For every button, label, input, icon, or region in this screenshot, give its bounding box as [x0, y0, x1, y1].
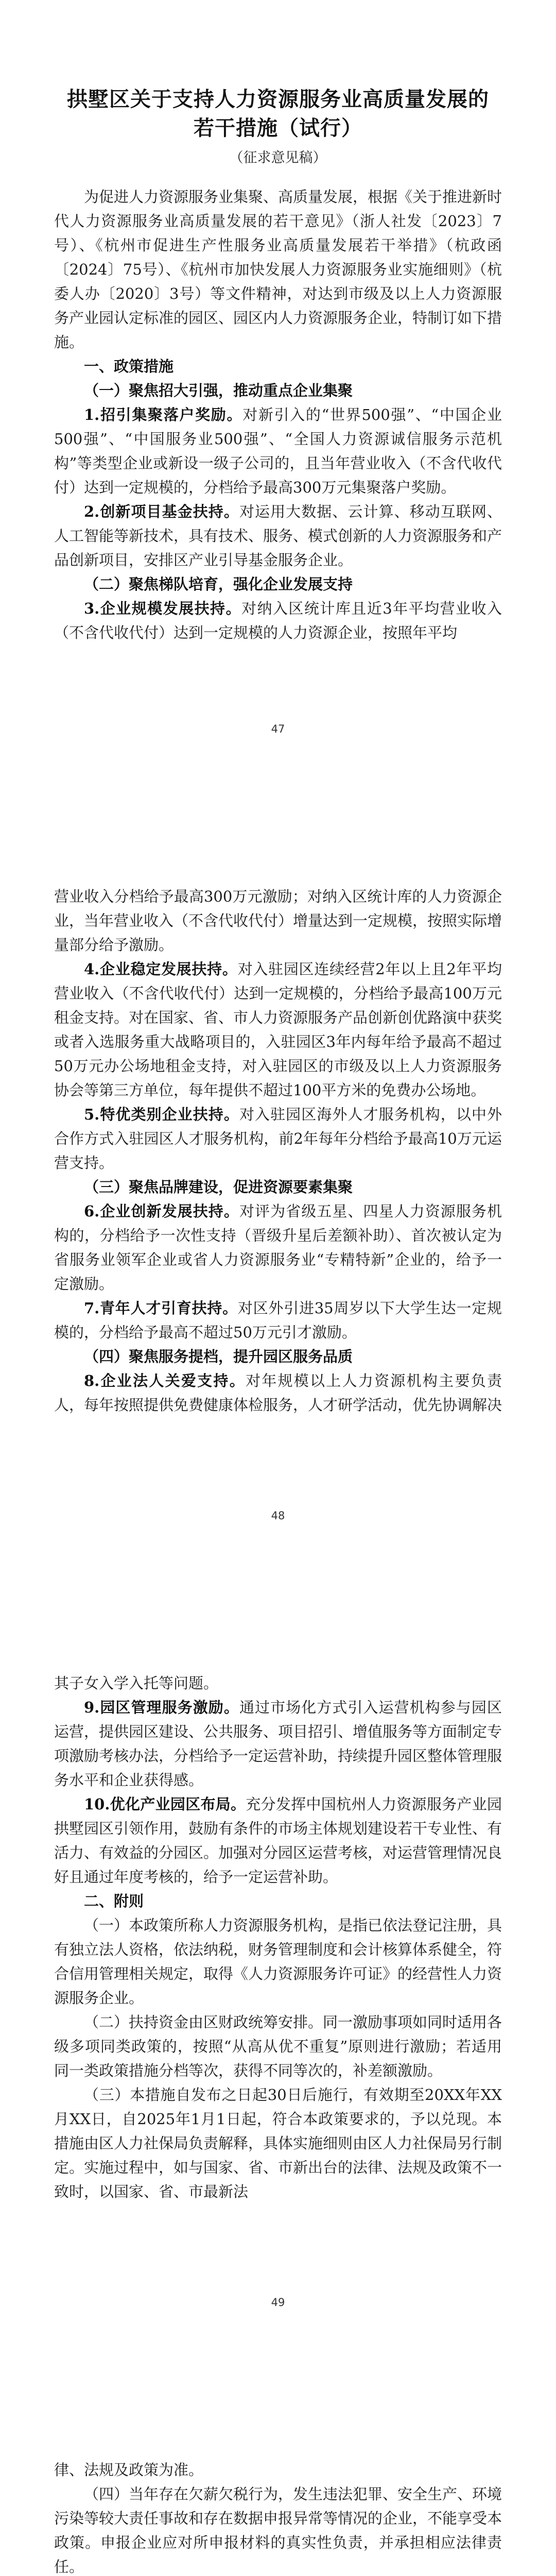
page-body — [54, 85, 502, 645]
policy-item-lead: 5.特优类别企业扶持。 — [84, 1106, 239, 1123]
intro-paragraph: 为促进人力资源服务业集聚、高质量发展，根据《关于推进新时代人力资源服务业高质量发展的若干意见》（浙人社发〔2023〕7号）、《杭州市促进生产性服务业高质量发展若干举措》（杭政函〔2024〕75号）、《杭州市加快发展人力资源服务业实施细则》（杭委人办〔2020〕3号）等文件精神，对达到市级及以上人力资源服务产业园认定标准的园区、园区内人力资源服务企业，特制订如下措施。 — [54, 188, 502, 351]
policy-item-1 — [54, 403, 502, 500]
document-subtitle: （征求意见稿） — [229, 150, 327, 166]
policy-item-6 — [54, 1199, 502, 1296]
page-body — [54, 1671, 502, 2204]
title-line-2: 若干措施（试行） — [194, 116, 362, 140]
continuation-text: 律、法规及政策为准。 — [54, 2461, 204, 2479]
page-50 — [0, 2360, 556, 2576]
section-heading-policies: 一、政策措施 — [84, 358, 174, 375]
policy-item-text: 对评为省级五星、四星人力资源服务机构的，分档给予一次性支持（晋级升星后差额补助）、首次被认定为省服务业领军企业或省人力资源服务业“专精特新”企业的，给予一定激励。 — [54, 1202, 502, 1293]
policy-item-lead: 7.青年人才引育扶持。 — [84, 1299, 238, 1317]
document-title — [54, 85, 502, 143]
policy-item-text: 对入驻园区海外人才服务机构，以中外合作方式入驻园区人才服务机构，前2年每年分档给予最高10万元运营支持。 — [54, 1106, 502, 1172]
appendix-clause-2: （二）扶持资金由区财政统筹安排。同一激励事项如同时适用各级多项同类政策的，按照“从高从优不重复”原则进行激励；若适用同一类政策措施分档等次，获得不同等次的，补差额激励。 — [54, 2013, 502, 2079]
policy-item-text: 对入驻园区连续经营2年以上且2年平均营业收入（不含代收代付）达到一定规模的，分档给予最高100万元租金支持。对在国家、省、市人力资源服务产品创新创优路演中获奖或者入选服务重大战略项目的，入驻园区3年内每年给予最高不超过50万元办公场地租金支持，对入驻园区的市级及以上人力资源服务协会等第三方单位，每年提供不超过100平方米的免费办公场地。 — [54, 960, 502, 1099]
policy-item-lead: 6.企业创新发展扶持。 — [84, 1202, 239, 1220]
policy-item-text: 对纳入区统计库且近3年平均营业收入（不含代收代付）达到一定规模的人力资源企业，按照年平均 — [54, 600, 502, 641]
policy-item-lead: 10.优化产业园区布局。 — [84, 1795, 246, 1813]
continuation-text: 营业收入分档给予最高300万元激励；对纳入区统计库的人力资源企业，当年营业收入（不含代收代付）增量达到一定规模，按照实际增量部分给予激励。 — [54, 888, 502, 954]
subsection-heading-1: （一）聚焦招大引强，推动重点企业集聚 — [84, 382, 353, 399]
policy-item-text: 对运用大数据、云计算、移动互联网、人工智能等新技术，具有技术、服务、模式创新的人力资源服务和产品创新项目，安排区产业引导基金服务企业。 — [54, 503, 502, 569]
subsection-heading-3: （三）聚焦品牌建设，促进资源要素集聚 — [84, 1178, 353, 1196]
policy-item-4 — [54, 957, 502, 1103]
page-number: 47 — [271, 723, 285, 735]
policy-item-7 — [54, 1296, 502, 1345]
page-48 — [0, 787, 556, 1573]
title-line-1: 拱墅区关于支持人力资源服务业高质量发展的 — [67, 87, 489, 111]
policy-item-text: 充分发挥中国杭州人力资源服务产业园拱墅园区引领作用，鼓励有条件的市场主体规划建设若干专业性、有活力、有效益的分园区。加强对分园区运营考核，对运营管理情况良好且通过年度考核的，给予一定运营补助。 — [54, 1795, 502, 1886]
policy-item-text: 对新引入的“世界500强”、“中国企业500强”、“中国服务业500强”、“全国人力资源诚信服务示范机构”等类型企业或新设一级子公司的，且当年营业收入（不含代收代付）达到一定规模的，分档给予最高300万元集聚落户奖励。 — [54, 406, 502, 496]
policy-item-lead: 3.企业规模发展扶持。 — [84, 600, 241, 617]
policy-item-5 — [54, 1103, 502, 1175]
policy-item-text: 对年规模以上人力资源机构主要负责人，每年按照提供免费健康体检服务，人才研学活动，优先协调解决 — [54, 1372, 502, 1414]
continuation-text: 其子女入学入托等问题。 — [54, 1674, 219, 1692]
policy-item-2 — [54, 500, 502, 572]
page-number: 48 — [271, 1510, 285, 1522]
subsection-heading-2: （二）聚焦梯队培育，强化企业发展支持 — [84, 575, 353, 593]
section-heading-appendix: 二、附则 — [84, 1892, 144, 1910]
policy-item-8 — [54, 1369, 502, 1417]
page-number: 49 — [271, 2296, 285, 2309]
appendix-clause-1: （一）本政策所称人力资源服务机构，是指已依法登记注册，具有独立法人资格，依法纳税，财务管理制度和会计核算体系健全，符合信用管理相关规定，取得《人力资源服务许可证》的经营性人力资源服务企业。 — [54, 1917, 502, 2007]
policy-item-lead: 8.企业法人关爱支持。 — [84, 1372, 246, 1389]
policy-item-10 — [54, 1792, 502, 1889]
page-body — [54, 2458, 502, 2576]
subsection-heading-4: （四）聚焦服务提档，提升园区服务品质 — [84, 1348, 353, 1365]
page-47 — [0, 0, 556, 787]
policy-item-lead: 2.创新项目基金扶持。 — [84, 503, 239, 520]
appendix-clause-4: （四）当年存在欠薪欠税行为，发生违法犯罪、安全生产、环境污染等较大责任事故和存在数据申报异常等情况的企业，不能享受本政策。申报企业应对所申报材料的真实性负责，并承担相应法律责任。 — [54, 2485, 502, 2575]
policy-item-lead: 1.招引集聚落户奖励。 — [84, 406, 243, 423]
policy-item-lead: 9.园区管理服务激励。 — [84, 1699, 239, 1716]
policy-item-9 — [54, 1696, 502, 1792]
policy-item-text: 通过市场化方式引入运营机构参与园区运营，提供园区建设、公共服务、项目招引、增值服务等方面制定专项激励考核办法，分档给予一定运营补助，持续提升园区整体管理服务水平和企业获得感。 — [54, 1699, 502, 1789]
policy-item-lead: 4.企业稳定发展扶持。 — [84, 960, 238, 978]
page-49 — [0, 1573, 556, 2360]
page-body — [54, 885, 502, 1417]
policy-item-3 — [54, 597, 502, 645]
policy-item-text: 对区外引进35周岁以下大学生达一定规模的，分档给予最高不超过50万元引才激励。 — [54, 1299, 502, 1341]
appendix-clause-3: （三）本措施自发布之日起30日后施行，有效期至20XX年XX月XX日，自2025年1月1日起，符合本政策要求的，予以兑现。本措施由区人力社保局负责解释，具体实施细则由区人力社保局另行制定。实施过程中，如与国家、省、市新出台的法律、法规及政策不一致时，以国家、省、市最新法 — [54, 2086, 502, 2200]
